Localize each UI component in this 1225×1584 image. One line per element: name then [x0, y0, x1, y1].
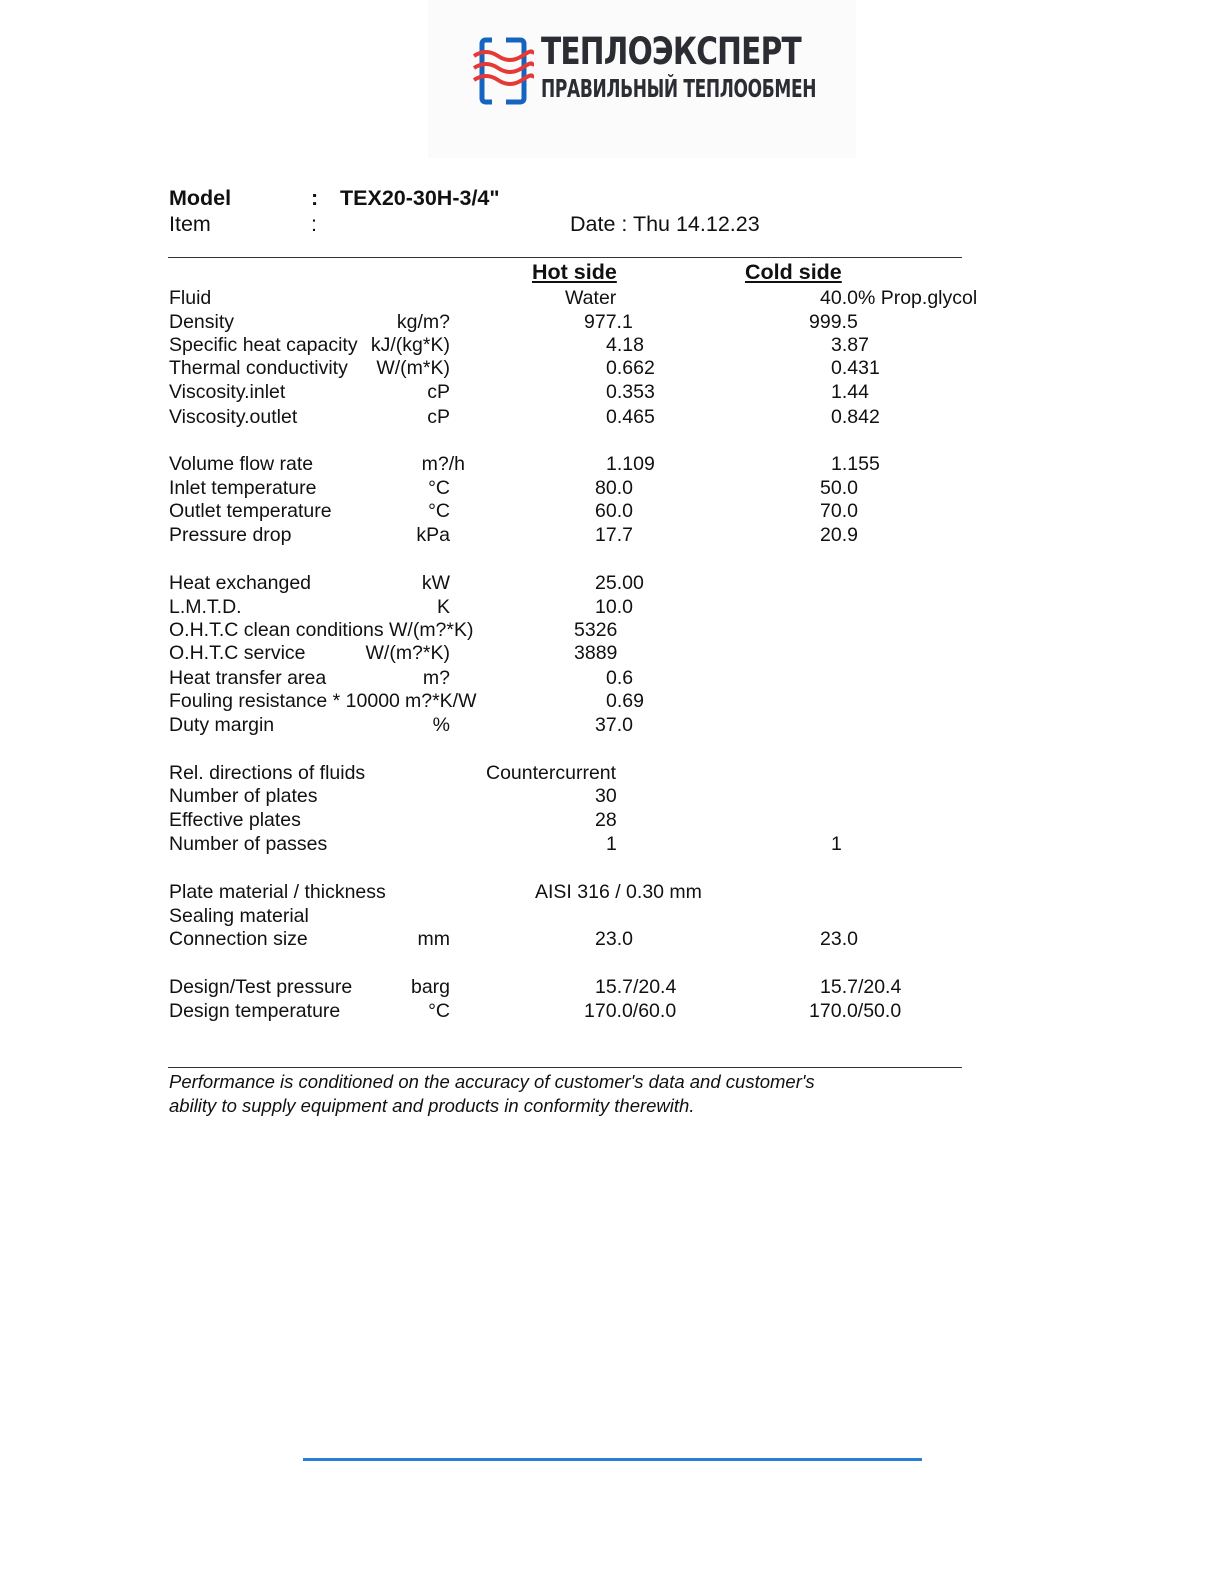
row-label-fluid: Fluid — [169, 287, 212, 309]
row-label-ohtc-service: O.H.T.C service — [169, 642, 306, 664]
row-label-inlet-temperature: Inlet temperature — [169, 477, 317, 499]
cold-fluid: 40.0% Prop.glycol — [820, 287, 978, 309]
cold-design-temperature: 170.0/50.0 — [809, 1000, 902, 1022]
hot-design-temperature: 170.0/60.0 — [584, 1000, 677, 1022]
cold-connection-size: 23.0 — [820, 928, 858, 950]
cold-thermal-conductivity: 0.431 — [831, 357, 880, 379]
unit-duty-margin: % — [432, 714, 450, 736]
cold-side-heading: Cold side — [745, 260, 842, 284]
unit-inlet-temperature: °C — [428, 477, 450, 499]
row-label-number-of-plates: Number of plates — [169, 785, 318, 807]
unit-density: kg/m? — [396, 311, 450, 333]
unit-design-temperature: °C — [428, 1000, 450, 1022]
cold-number-of-passes: 1 — [831, 833, 842, 855]
hot-viscosity-outlet: 0.465 — [606, 406, 655, 428]
hot-fluid: Water — [565, 287, 617, 309]
row-label-volume-flow: Volume flow rate — [169, 453, 314, 475]
row-label-pressure-drop: Pressure drop — [169, 524, 292, 546]
cold-volume-flow: 1.155 — [831, 453, 880, 475]
model-colon: : — [311, 186, 319, 210]
unit-heat-exchanged: kW — [421, 572, 450, 594]
row-label-design-pressure: Design/Test pressure — [169, 976, 353, 998]
row-label-connection-size: Connection size — [169, 928, 308, 950]
unit-fouling-resistance: m?*K/W — [405, 690, 477, 712]
disclaimer-line-2: ability to supply equipment and products in conformity therewith. — [169, 1095, 695, 1116]
cold-outlet-temperature: 70.0 — [820, 500, 858, 522]
header-divider — [168, 257, 962, 258]
cold-viscosity-inlet: 1.44 — [831, 381, 869, 403]
value-number-of-plates: 30 — [595, 785, 617, 807]
date: Date : Thu 14.12.23 — [570, 212, 760, 236]
row-label-design-temperature: Design temperature — [169, 1000, 341, 1022]
hot-connection-size: 23.0 — [595, 928, 633, 950]
hot-volume-flow: 1.109 — [606, 453, 655, 475]
value-plate-material: AISI 316 / 0.30 mm — [535, 881, 702, 903]
row-label-outlet-temperature: Outlet temperature — [169, 500, 332, 522]
unit-viscosity-outlet: cP — [427, 406, 450, 428]
unit-heat-transfer-area: m? — [422, 667, 450, 689]
row-label-heat-exchanged: Heat exchanged — [169, 572, 312, 594]
row-label-specific-heat: Specific heat capacity — [169, 334, 358, 356]
row-label-duty-margin: Duty margin — [169, 714, 275, 736]
value-flow-direction: Countercurrent — [486, 762, 617, 784]
value-heat-transfer-area: 0.6 — [606, 667, 634, 689]
cold-viscosity-outlet: 0.842 — [831, 406, 880, 428]
row-label-flow-direction: Rel. directions of fluids — [169, 762, 366, 784]
value-effective-plates: 28 — [595, 809, 617, 831]
unit-pressure-drop: kPa — [416, 524, 450, 546]
value-fouling-resistance: 0.69 — [606, 690, 644, 712]
hot-side-heading: Hot side — [532, 260, 617, 284]
unit-ohtc-clean: W/(m?*K) — [389, 619, 474, 641]
row-label-effective-plates: Effective plates — [169, 809, 301, 831]
row-label-sealing-material: Sealing material — [169, 905, 309, 927]
unit-volume-flow: m?/h — [421, 453, 465, 475]
hot-viscosity-inlet: 0.353 — [606, 381, 655, 403]
cold-inlet-temperature: 50.0 — [820, 477, 858, 499]
row-label-viscosity-outlet: Viscosity.outlet — [169, 406, 298, 428]
hot-outlet-temperature: 60.0 — [595, 500, 633, 522]
value-ohtc-service: 3889 — [574, 642, 618, 664]
logo-title: ТЕПЛОЭКСПЕРТ — [541, 30, 801, 73]
hot-pressure-drop: 17.7 — [595, 524, 633, 546]
hot-inlet-temperature: 80.0 — [595, 477, 633, 499]
disclaimer-line-1: Performance is conditioned on the accuracy of customer's data and customer's — [169, 1071, 815, 1092]
cold-specific-heat: 3.87 — [831, 334, 869, 356]
row-label-heat-transfer-area: Heat transfer area — [169, 667, 327, 689]
hot-design-pressure: 15.7/20.4 — [595, 976, 677, 998]
unit-outlet-temperature: °C — [428, 500, 450, 522]
value-ohtc-clean: 5326 — [574, 619, 618, 641]
item-label: Item — [169, 212, 211, 236]
model-value: TEX20-30H-3/4" — [340, 186, 500, 210]
unit-specific-heat: kJ/(kg*K) — [370, 334, 450, 356]
row-label-density: Density — [169, 311, 235, 333]
unit-thermal-conductivity: W/(m*K) — [376, 357, 450, 379]
row-label-plate-material: Plate material / thickness — [169, 881, 386, 903]
company-logo — [428, 0, 856, 158]
value-heat-exchanged: 25.00 — [595, 572, 644, 594]
page-bottom-divider — [303, 1458, 922, 1461]
row-label-fouling-resistance: Fouling resistance * 10000 — [169, 690, 400, 712]
logo-subtitle: ПРАВИЛЬНЫЙ ТЕПЛООБМЕН — [541, 74, 817, 103]
cold-design-pressure: 15.7/20.4 — [820, 976, 902, 998]
heat-exchanger-logo-icon — [472, 36, 534, 106]
value-lmtd: 10.0 — [595, 596, 633, 618]
row-label-ohtc-clean: O.H.T.C clean conditions — [169, 619, 384, 641]
footer-divider — [168, 1067, 962, 1068]
value-duty-margin: 37.0 — [595, 714, 633, 736]
row-label-thermal-conductivity: Thermal conductivity — [169, 357, 348, 379]
cold-pressure-drop: 20.9 — [820, 524, 858, 546]
hot-thermal-conductivity: 0.662 — [606, 357, 655, 379]
cold-density: 999.5 — [809, 311, 858, 333]
row-label-lmtd: L.M.T.D. — [169, 596, 242, 618]
unit-ohtc-service: W/(m?*K) — [365, 642, 450, 664]
hot-density: 977.1 — [584, 311, 633, 333]
item-colon: : — [311, 212, 317, 236]
hot-number-of-passes: 1 — [606, 833, 617, 855]
hot-specific-heat: 4.18 — [606, 334, 644, 356]
unit-design-pressure: barg — [410, 976, 450, 998]
unit-connection-size: mm — [417, 928, 450, 950]
unit-lmtd: K — [436, 596, 450, 618]
row-label-viscosity-inlet: Viscosity.inlet — [169, 381, 286, 403]
unit-viscosity-inlet: cP — [427, 381, 450, 403]
model-label: Model — [169, 186, 232, 210]
row-label-number-of-passes: Number of passes — [169, 833, 328, 855]
